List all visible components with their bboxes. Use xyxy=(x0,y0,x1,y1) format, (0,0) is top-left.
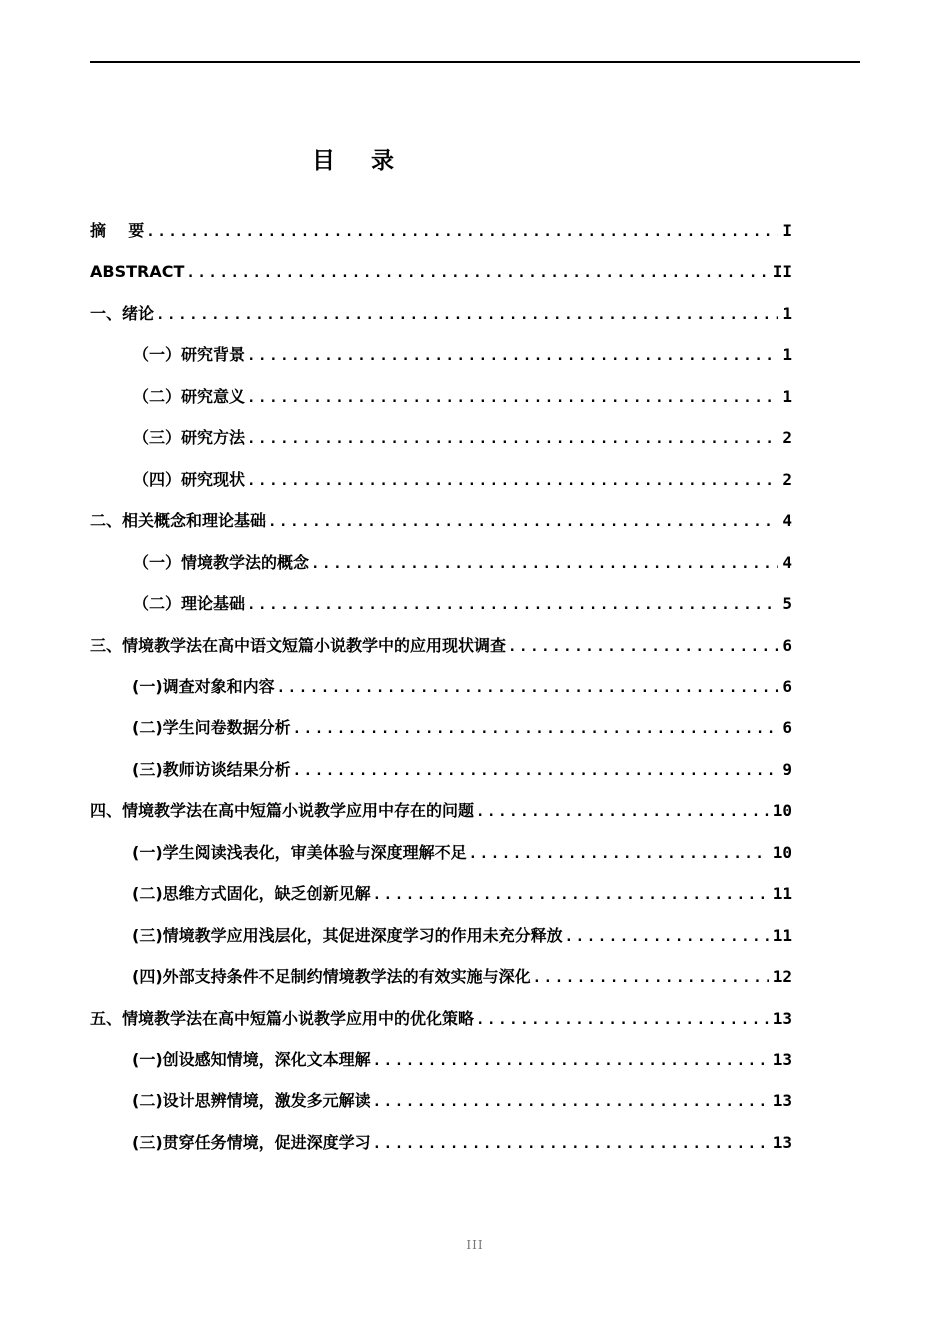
toc-entry-label: 五、情境教学法在高中短篇小说教学应用中的优化策略 xyxy=(90,1008,475,1028)
toc-entry[interactable] xyxy=(132,1089,792,1113)
toc-entry[interactable] xyxy=(133,426,792,450)
toc-entry-page: 10 xyxy=(772,842,792,862)
toc-entry-page: 9 xyxy=(782,759,792,779)
page-number: III xyxy=(466,1238,484,1252)
toc-entry-page: I xyxy=(782,221,792,240)
toc-entry[interactable] xyxy=(90,260,792,284)
dot-leader xyxy=(533,966,769,990)
dot-leader xyxy=(373,1132,769,1156)
dot-leader xyxy=(277,676,779,700)
toc-entry-page: 1 xyxy=(782,303,792,323)
toc-title: 目 录 xyxy=(311,148,408,174)
dot-leader xyxy=(156,303,778,327)
toc-entry-label: （一）研究背景 xyxy=(133,345,246,365)
toc-entry[interactable] xyxy=(132,716,792,740)
toc-entry[interactable] xyxy=(132,1048,792,1072)
toc-entry[interactable] xyxy=(90,302,792,326)
dot-leader xyxy=(469,842,769,866)
toc-entry-page: 6 xyxy=(782,676,792,696)
dot-leader xyxy=(311,552,778,576)
toc-entry-page: II xyxy=(772,262,792,282)
dot-leader xyxy=(373,1090,769,1114)
toc-entry-label: 一、绪论 xyxy=(90,303,155,323)
toc-entry-label: (二)设计思辨情境，激发多元解读 xyxy=(132,1091,371,1111)
toc-entry[interactable] xyxy=(132,882,792,906)
toc-entry[interactable] xyxy=(90,634,792,658)
toc-entry[interactable] xyxy=(133,468,792,492)
toc-entry-label: （四）研究现状 xyxy=(133,469,246,489)
dot-leader xyxy=(293,717,779,741)
dot-leader xyxy=(373,883,769,907)
toc-entry[interactable] xyxy=(133,551,792,575)
toc-entry-page: 13 xyxy=(772,1091,792,1111)
toc-entry-page: 13 xyxy=(772,1132,792,1152)
toc-entry[interactable] xyxy=(132,924,792,948)
toc-entry[interactable] xyxy=(133,385,792,409)
toc-entry-label: （三）研究方法 xyxy=(133,428,246,448)
toc-entry[interactable] xyxy=(132,965,792,989)
toc-entry-page: 5 xyxy=(782,594,792,614)
toc-entry-page: 13 xyxy=(772,1008,792,1028)
toc-entry-label: 四、情境教学法在高中短篇小说教学应用中存在的问题 xyxy=(90,801,475,821)
toc-entry-label: (三)贯穿任务情境，促进深度学习 xyxy=(132,1132,371,1152)
toc-entry[interactable] xyxy=(133,592,792,616)
dot-leader xyxy=(186,261,768,285)
toc-entry-page: 6 xyxy=(782,718,792,738)
toc-entry-label: 摘 要 xyxy=(90,221,145,240)
toc-entry[interactable] xyxy=(90,219,792,243)
dot-leader xyxy=(508,635,778,659)
dot-leader xyxy=(247,344,778,368)
toc-entry-page: 6 xyxy=(782,635,792,655)
toc-entry-page: 10 xyxy=(772,801,792,821)
toc-entry-page: 4 xyxy=(782,511,792,531)
toc-entry[interactable] xyxy=(132,1131,792,1155)
toc-entry[interactable] xyxy=(132,758,792,782)
dot-leader xyxy=(247,593,778,617)
dot-leader xyxy=(146,220,778,244)
dot-leader xyxy=(247,386,778,410)
toc-entry-label: (四)外部支持条件不足制约情境教学法的有效实施与深化 xyxy=(132,967,531,987)
toc-entry-label: (一)学生阅读浅表化，审美体验与深度理解不足 xyxy=(132,842,467,862)
dot-leader xyxy=(293,759,779,783)
toc-entry-label: （一）情境教学法的概念 xyxy=(133,552,310,572)
toc-entry-label: (二)思维方式固化，缺乏创新见解 xyxy=(132,884,371,904)
toc-entry-label: (三)情境教学应用浅层化，其促进深度学习的作用未充分释放 xyxy=(132,925,563,945)
toc-entry[interactable] xyxy=(90,799,792,823)
toc-entry-page: 12 xyxy=(772,967,792,987)
dot-leader xyxy=(268,510,778,534)
toc-entry-label: (一)调查对象和内容 xyxy=(132,676,275,696)
toc-entry-label: 三、情境教学法在高中语文短篇小说教学中的应用现状调查 xyxy=(90,635,507,655)
toc-entry-page: 13 xyxy=(772,1050,792,1069)
toc-entry-label: (三)教师访谈结果分析 xyxy=(132,759,291,779)
dot-leader xyxy=(247,427,778,451)
toc-entry-page: 1 xyxy=(782,345,792,365)
toc-entry-label: (二)学生问卷数据分析 xyxy=(132,718,291,738)
toc-entry[interactable] xyxy=(132,841,792,865)
toc-entry-label: ABSTRACT xyxy=(90,262,185,282)
dot-leader xyxy=(476,1008,769,1032)
toc-entry[interactable] xyxy=(90,509,792,533)
toc-entry[interactable] xyxy=(133,343,792,367)
toc-entry-label: (一)创设感知情境，深化文本理解 xyxy=(132,1050,371,1069)
toc-entry-page: 1 xyxy=(782,386,792,406)
dot-leader xyxy=(247,469,778,493)
toc-entry[interactable] xyxy=(90,1007,792,1031)
toc-entry-page: 2 xyxy=(782,469,792,489)
dot-leader xyxy=(565,925,769,949)
toc-entry-label: 二、相关概念和理论基础 xyxy=(90,511,267,531)
toc-entry-page: 2 xyxy=(782,428,792,448)
dot-leader xyxy=(476,800,769,824)
toc-entry-page: 11 xyxy=(772,884,792,904)
toc-entry-page: 11 xyxy=(772,925,792,945)
toc-entry-page: 4 xyxy=(782,552,792,572)
toc-entry-label: （二）理论基础 xyxy=(133,594,246,614)
dot-leader xyxy=(373,1049,769,1073)
toc-entry-label: （二）研究意义 xyxy=(133,386,246,406)
toc-entry[interactable] xyxy=(132,675,792,699)
